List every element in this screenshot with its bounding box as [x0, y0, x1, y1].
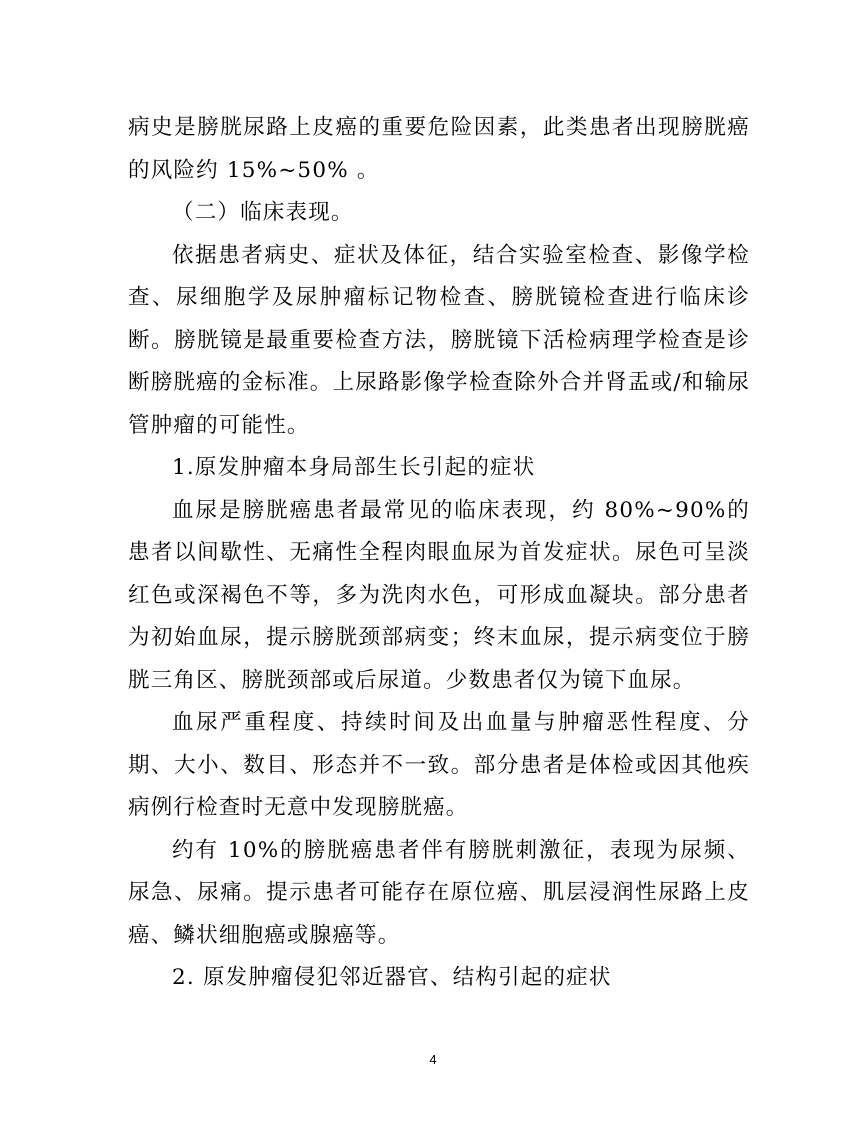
page-number: 4 — [429, 1052, 437, 1067]
paragraph-hematuria: 血尿是膀胱癌患者最常见的临床表现，约 80%~90%的患者以间歇性、无痛性全程肉眼血尿为首发症状。尿色可呈淡红色或深褐色不等，多为洗肉水色，可形成血凝块。部分患者为初始血尿，提示膀胱颈部病变；终末血尿，提示病变位于膀胱三角区、膀胱颈部或后尿道。少数患者仅为镜下血尿。 — [128, 497, 750, 693]
section-heading-clinical-manifestations: （二）临床表现。 — [172, 200, 354, 225]
paragraph-diagnosis: 依据患者病史、症状及体征，结合实验室检查、影像学检查、尿细胞学及尿肿瘤标记物检查、膀胱镜检查进行临床诊断。膀胱镜是最重要检查方法，膀胱镜下活检病理学检查是诊断膀胱癌的金标准。上尿路影像学检查除外合并肾盂或/和输尿管肿瘤的可能性。 — [128, 242, 750, 438]
subheading-local-growth-symptoms: 1.原发肿瘤本身局部生长引起的症状 — [172, 455, 536, 480]
subheading-invasion-symptoms: 2. 原发肿瘤侵犯邻近器官、结构引起的症状 — [172, 965, 612, 990]
body-text — [128, 107, 750, 1000]
paragraph-hematuria-severity: 血尿严重程度、持续时间及出血量与肿瘤恶性程度、分期、大小、数目、形态并不一致。部分患者是体检或因其他疾病例行检查时无意中发现膀胱癌。 — [128, 710, 750, 820]
paragraph-bladder-irritation: 约有 10%的膀胱癌患者伴有膀胱刺激征，表现为尿频、尿急、尿痛。提示患者可能存在原位癌、肌层浸润性尿路上皮癌、鳞状细胞癌或腺癌等。 — [128, 837, 750, 948]
paragraph-history-risk: 病史是膀胱尿路上皮癌的重要危险因素，此类患者出现膀胱癌的风险约 15%~50% 。 — [128, 115, 750, 183]
